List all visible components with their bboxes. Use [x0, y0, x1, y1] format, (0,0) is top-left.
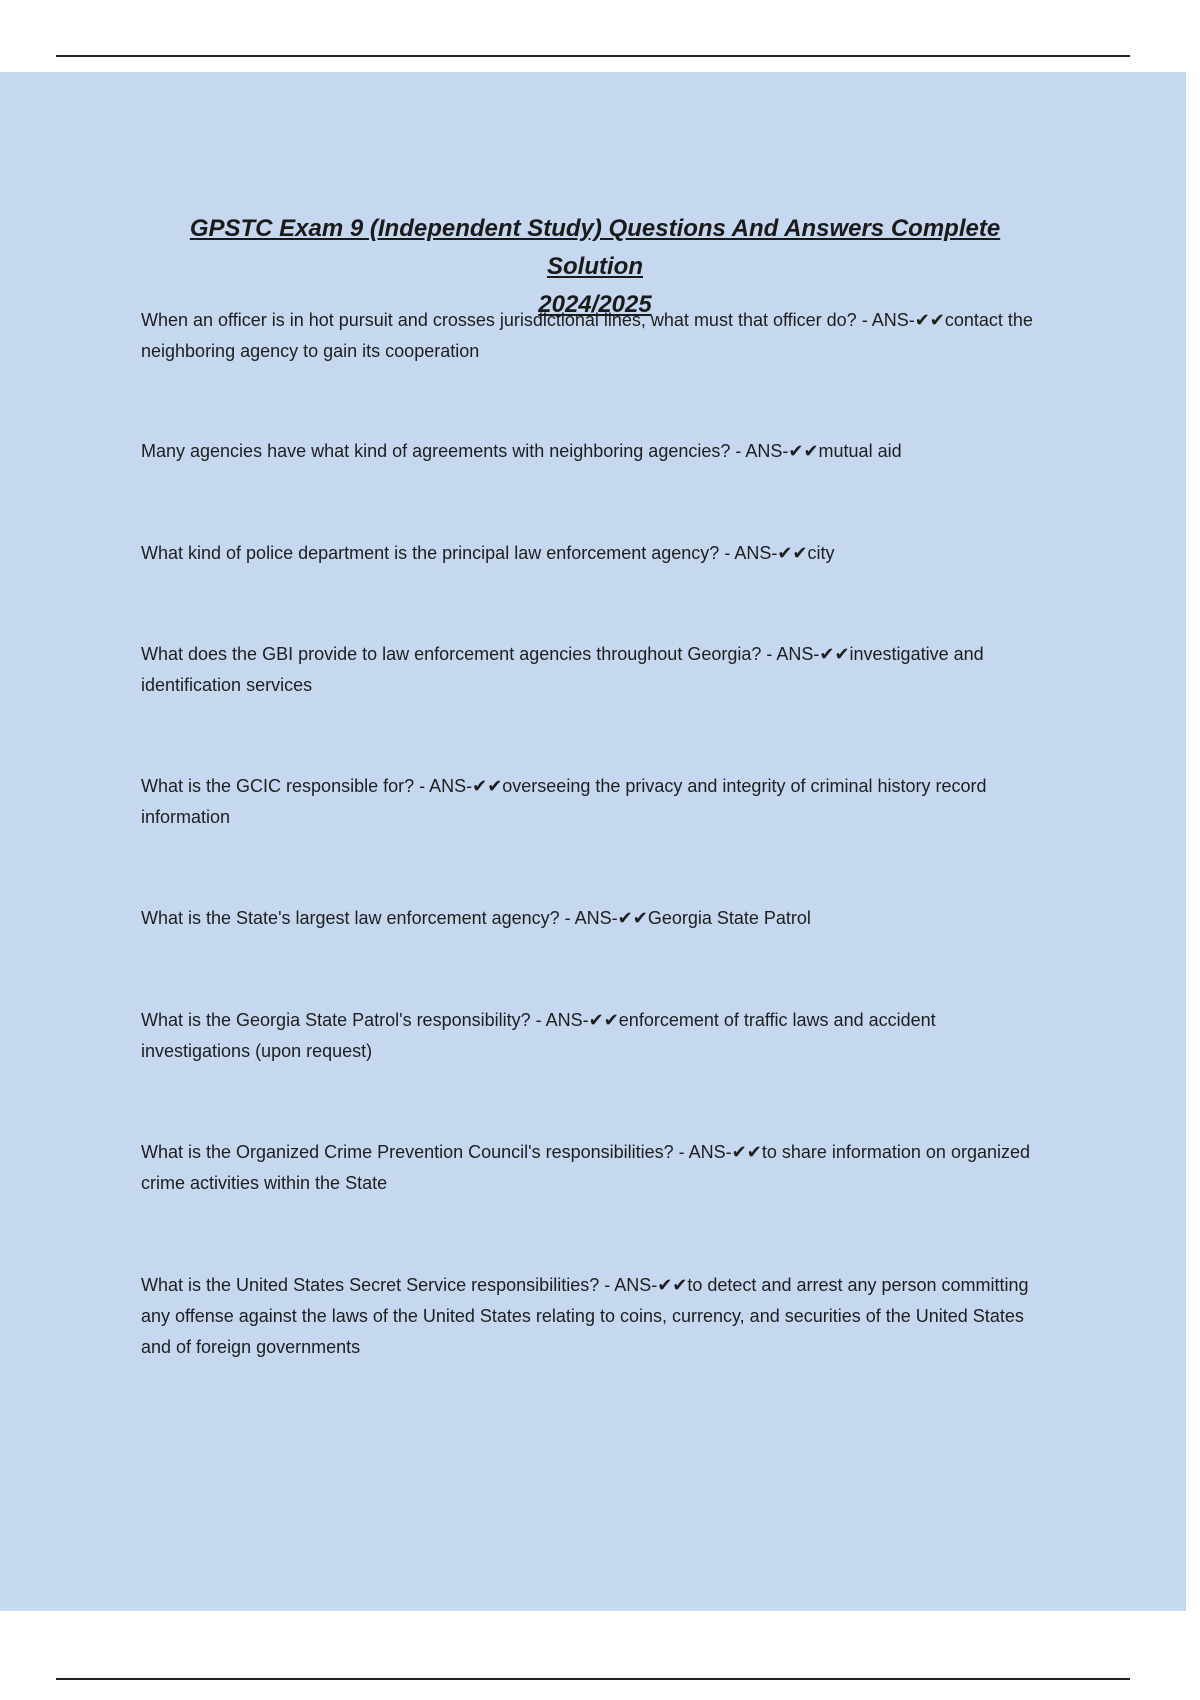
qa-item-8: What is the Organized Crime Prevention Council's responsibilities? - ANS-✔✔to share information on organized crime activities within the State	[141, 1142, 1031, 1193]
document-title-line1: GPSTC Exam 9 (Independent Study) Questions And Answers Complete Solution	[189, 215, 1001, 280]
qa-item-1: When an officer is in hot pursuit and crosses jurisdictional lines, what must that officer do? - ANS-✔✔contact the neighboring agency to gain its cooperation	[141, 310, 1033, 361]
bottom-divider	[56, 1678, 1130, 1680]
qa-item-9: What is the United States Secret Service responsibilities? - ANS-✔✔to detect and arrest any person committing any offense against the laws of the United States relating to coins, currency, and securities of the United States and of foreign governments	[141, 1275, 1029, 1357]
qa-item-7: What is the Georgia State Patrol's responsibility? - ANS-✔✔enforcement of traffic laws and accident investigations (upon request)	[141, 1010, 936, 1061]
qa-item-4: What does the GBI provide to law enforcement agencies throughout Georgia? - ANS-✔✔investigative and identification services	[141, 644, 984, 695]
document-title-line2: 2024/2025	[538, 291, 652, 318]
top-divider	[56, 55, 1130, 57]
qa-item-6: What is the State's largest law enforcement agency? - ANS-✔✔Georgia State Patrol	[141, 908, 811, 928]
qa-item-2: Many agencies have what kind of agreements with neighboring agencies? - ANS-✔✔mutual aid	[141, 441, 902, 461]
qa-item-3: What kind of police department is the principal law enforcement agency? - ANS-✔✔city	[141, 543, 835, 563]
qa-item-5: What is the GCIC responsible for? - ANS-✔✔overseeing the privacy and integrity of criminal history record information	[141, 776, 987, 827]
